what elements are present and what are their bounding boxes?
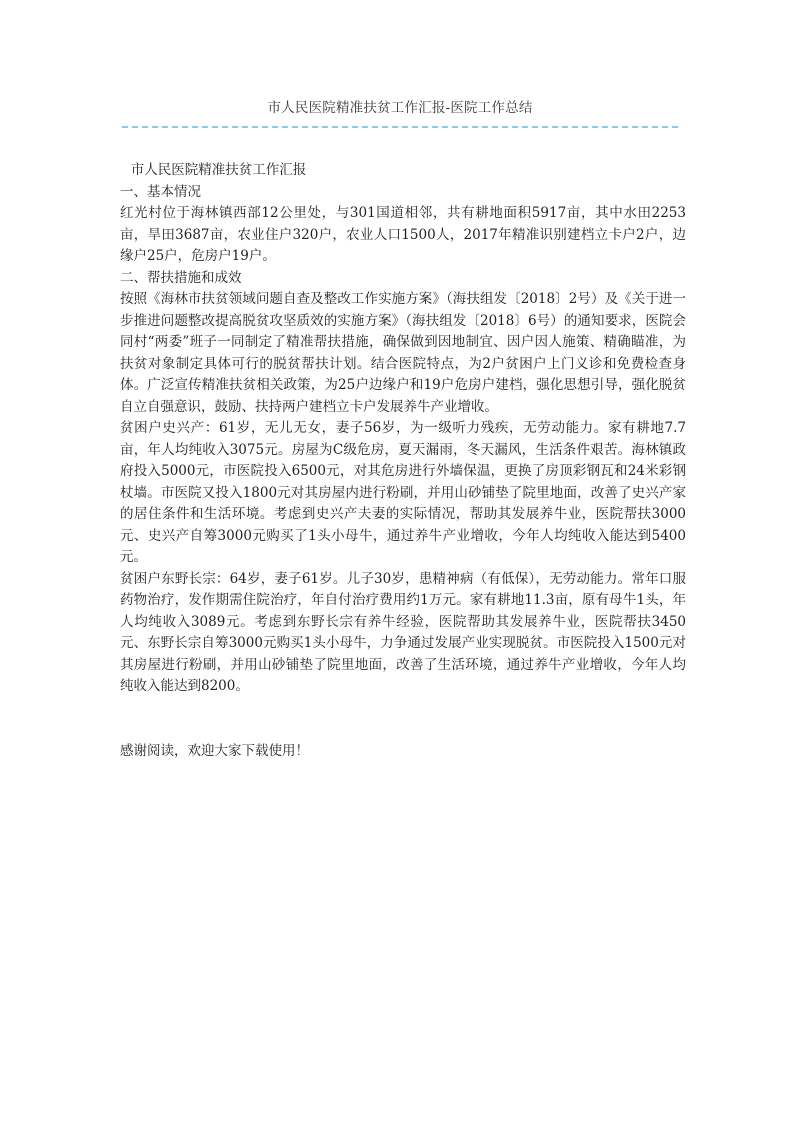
header-divider	[122, 126, 678, 128]
spacer	[120, 698, 686, 741]
closing-note: 感谢阅读，欢迎大家下载使用！	[120, 742, 309, 759]
page-title: 市人民医院精准扶贫工作汇报-医院工作总结	[267, 100, 533, 116]
section-paragraph-measures: 按照《海林市扶贫领域问题自查及整改工作实施方案》（海扶组发〔2018〕2号）及《关于进一步推进问题整改提高脱贫攻坚质效的实施方案》（海扶组发〔2018〕6号）的通知要求，医院会同村“两委”班子一同制定了精准帮扶措施，确保做到因地制宜、因户因人施策、精确瞄准，为扶贫对象制定具体可行的脱贫帮扶计划。结合医院特点，为2户贫困户上门义诊和免费检查身体。广泛宣传精准扶贫相关政策，为25户边缘户和19户危房户建档，强化思想引导，强化脱贫自立自强意识，鼓励、扶持两户建档立卡户发展养牛产业增收。	[120, 291, 686, 415]
document-body	[120, 160, 686, 762]
document-title: 市人民医院精准扶贫工作汇报	[130, 162, 307, 178]
section-paragraph-basic-info: 红光村位于海林镇西部12公里处，与301国道相邻，共有耕地面积5917亩，其中水田2253亩，旱田3687亩，农业住户320户，农业人口1500人，2017年精准识别建档立卡户2户，边缘户25户，危房户19户。	[120, 205, 686, 264]
case-paragraph-shi-xingchan: 贫困户史兴产：61岁，无儿无女，妻子56岁，为一级听力残疾，无劳动能力。家有耕地7.7亩，年人均纯收入3075元。房屋为C级危房，夏天漏雨，冬天漏风，生活条件艰苦。海林镇政府投入5000元，市医院投入6500元，对其危房进行外墙保温，更换了房顶彩钢瓦和24米彩钢杖墙。市医院又投入1800元对其房屋内进行粉刷，并用山砂铺垫了院里地面，改善了史兴产家的居住条件和生活环境。考虑到史兴产夫妻的实际情况，帮助其发展养牛业，医院帮扶3000元、史兴产自筹3000元购买了1头小母牛，通过养牛产业增收，今年人均纯收入能达到5400元。	[120, 420, 686, 565]
section-heading-measures: 二、帮扶措施和成效	[120, 269, 242, 286]
section-heading-basic-info: 一、基本情况	[120, 183, 201, 200]
case-paragraph-dongye-changzong: 贫困户东野长宗：64岁，妻子61岁。儿子30岁，患精神病（有低保），无劳动能力。常年口服药物治疗，发作期需住院治疗，年自付治疗费用约1万元。家有耕地11.3亩，原有母牛1头，年人均纯收入3089元。考虑到东野长宗有养牛经验，医院帮助其发展养牛业，医院帮扶3450元、东野长宗自筹3000元购买1头小母牛，力争通过发展产业实现脱贫。市医院投入1500元对其房屋进行粉刷，并用山砂铺垫了院里地面，改善了生活环境，通过养牛产业增收，今年人均纯收入能达到8200。	[120, 570, 686, 694]
